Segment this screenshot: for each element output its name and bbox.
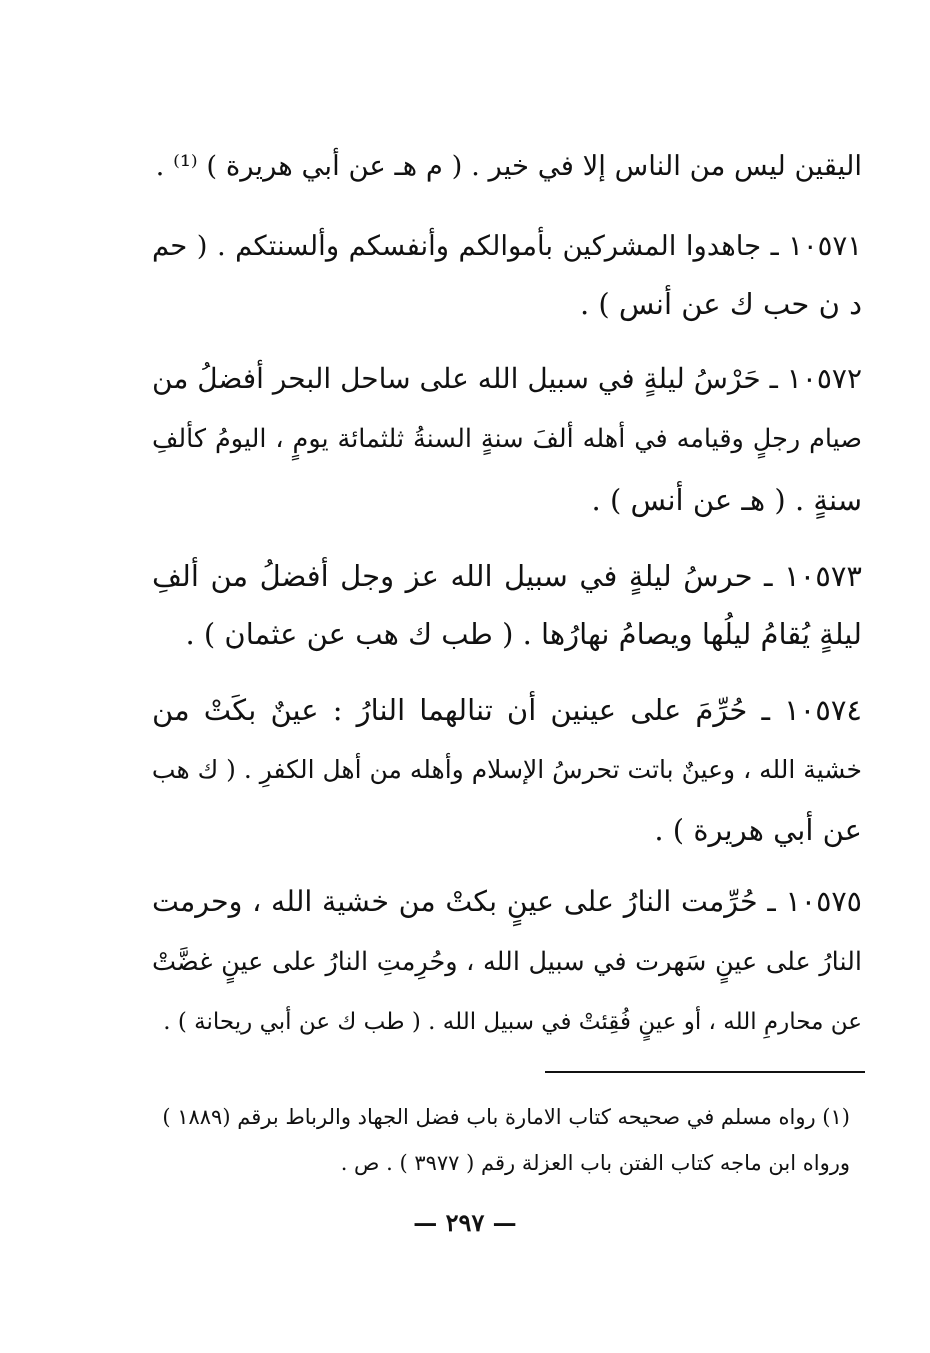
text-line: النارُ على عينٍ سَهرت في سبيل الله ، وحُرِمتِ النارُ على عينٍ غضَّتْ: [152, 947, 862, 977]
hadith-10572-line: ١٠٥٧٢ ـ حَرْسُ ليلةٍ في سبيل الله على ساحل البحر أفضلُ من: [152, 362, 862, 395]
text-line: د ن حب ك عن أنس ) .: [579, 287, 862, 321]
text-line: خشية الله ، وعينٌ باتت تحرسُ الإسلام وأهله من أهل الكفرِ . ( ك هب: [151, 755, 862, 784]
hadith-10571-line: ١٠٥٧١ ـ جاهدوا المشركين بأموالكم وأنفسكم وألسنتكم . ( حم: [152, 230, 862, 262]
text-line: عن محارمِ الله ، أو عينٍ فُقِئتْ في سبيل الله . ( طب ك عن أبي ريحانة ) .: [163, 1009, 862, 1035]
footnote-line: ورواه ابن ماجه كتاب الفتن باب العزلة رقم ( ٣٩٧٧ ) . ص .: [340, 1151, 850, 1175]
footnote-line: (١) رواه مسلم في صحيحه كتاب الامارة باب فضل الجهاد والرباط برقم (١٨٨٩ ): [162, 1105, 850, 1129]
hadith-10575-line: ١٠٥٧٥ ـ حُرِّمت النارُ على عينٍ بكتْ من خشية الله ، وحرمت: [152, 885, 862, 918]
text-line: سنةٍ . ( هـ عن أنس ) .: [591, 483, 862, 517]
page-number: — ٢٩٧ —: [413, 1208, 517, 1237]
hadith-10574-line: ١٠٥٧٤ ـ حُرِّمَ على عينين أن تنالهما النارُ : عينٌ بكَتْ من: [152, 693, 862, 727]
hadith-10573-line: ١٠٥٧٣ ـ حرسُ ليلةٍ في سبيل الله عز وجل أفضلُ من ألفِ: [152, 559, 862, 593]
text-line: صيام رجلٍ وقيامه في أهله ألفَ سنةٍ السنةُ ثلثمائة يومٍ ، اليومُ كألفِ: [152, 424, 862, 454]
text-line: ليلةٍ يُقامُ ليلُها ويصامُ نهارُها . ( طب ك هب عن عثمان ) .: [185, 617, 862, 651]
footnote-divider: [545, 1071, 865, 1073]
text-line: اليقين ليس من الناس إلا في خير . ( م هـ عن أبي هريرة ) ⁽¹⁾ .: [155, 150, 862, 182]
text-line: عن أبي هريرة ) .: [654, 813, 862, 847]
